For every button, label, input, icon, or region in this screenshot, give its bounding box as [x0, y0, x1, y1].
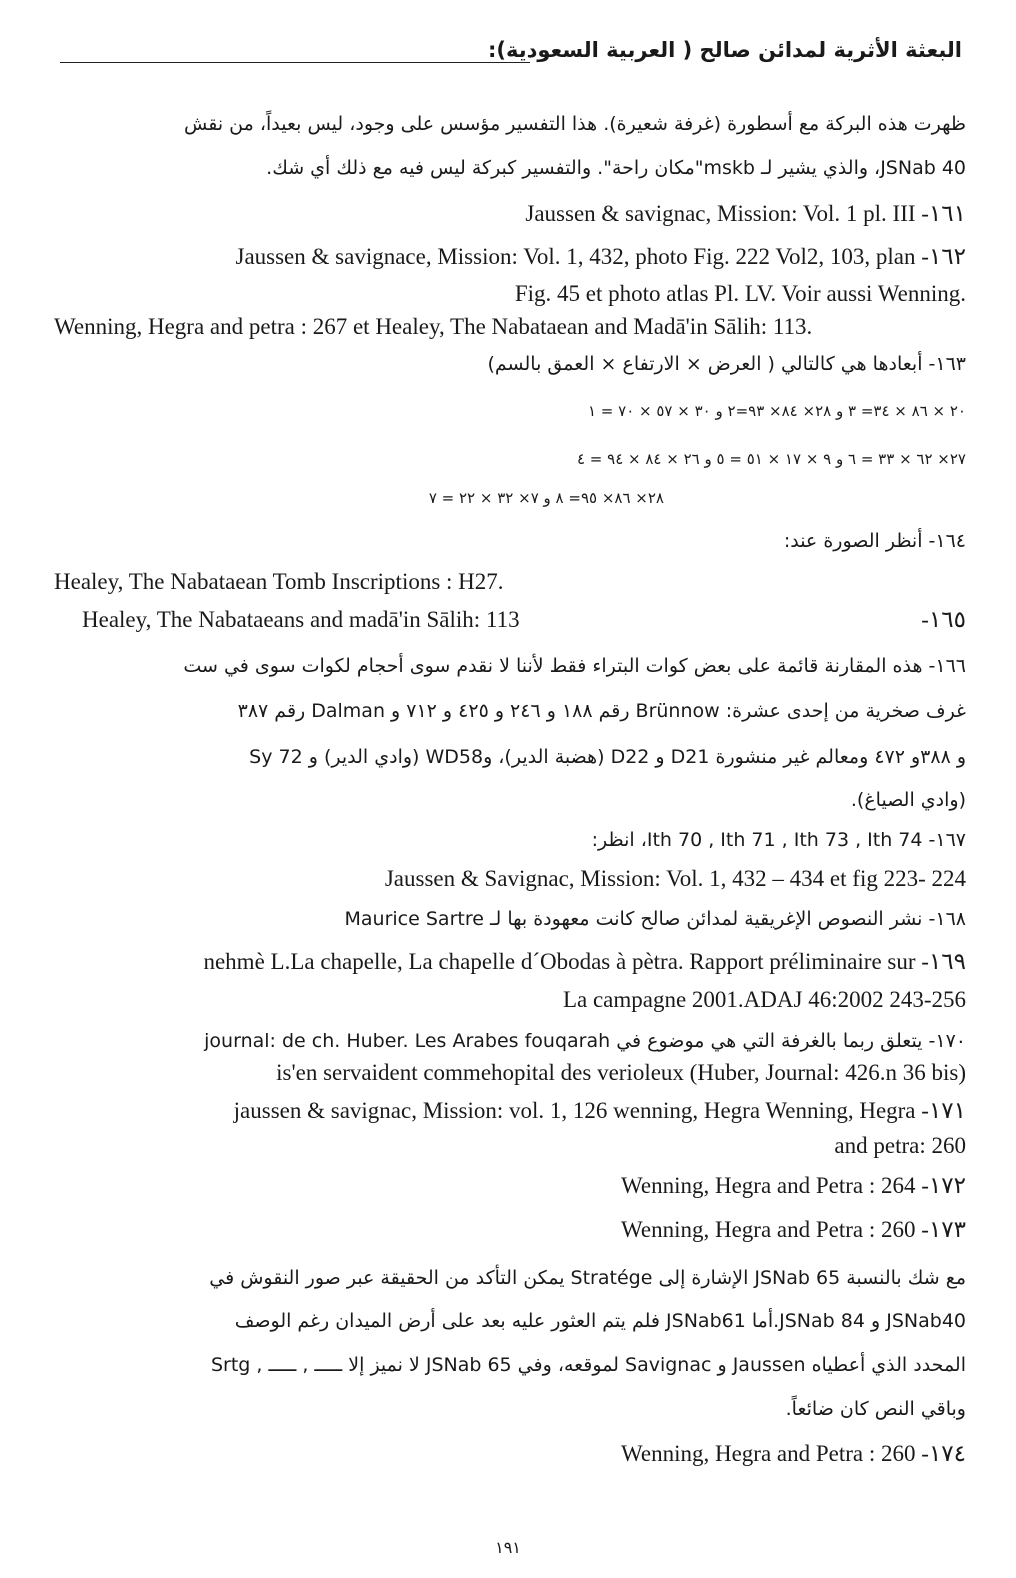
footnote-166-cont-3: (وادي الصياغ). [850, 789, 966, 811]
footnote-166-cont-2: و ٣٨٨و ٤٧٢ ومعالم غير منشورة D21 و D22 (هضبة الدير)، وWD58 (وادي الدير) و 72 Sy [249, 746, 966, 768]
footnote-167: ١٦٧- Ith 70 , Ith 71 , Ith 73 , Ith 74، انظر: [591, 829, 966, 851]
dimensions-row-1: ٢٠ × ٨٦ × ٣٤= ٣ و ٢٨× ٨٤× ٩٣=٢ و ٣٠ × ٥٧ × ٧٠ = ١ [587, 402, 966, 420]
reference-healey-h27: Healey, The Nabataean Tomb Inscriptions : H27. [54, 569, 504, 594]
footnote-173-cont-3: المحدد الذي أعطياه Jaussen و Savignac لموقعه، وفي JSNab 65 لا نميز إلا ـــــ , ـــــ , Srtg [210, 1354, 966, 1376]
footnote-167-cont: Jaussen & Savignac, Mission: Vol. 1, 432 – 434 et fig 223- 224 [384, 866, 966, 891]
footnote-162-cont: Fig. 45 et photo atlas Pl. LV. Voir aussi Wenning. [514, 281, 966, 306]
footnote-161: Jaussen & savignac, Mission: Vol. 1 pl. III -١٦١ [525, 201, 966, 226]
footnote-173-cont: مع شك بالنسبة JSNab 65 الإشارة إلى Stratége يمكن التأكد من الحقيقة عبر صور النقوش في [209, 1267, 966, 1289]
footnote-171-cont: and petra: 260 [834, 1133, 966, 1158]
footnote-line-2: JSNab 40، والذي يشير لـ mskb"مكان راحة". والتفسير كبركة ليس فيه مع ذلك أي شك. [266, 157, 966, 179]
footnote-168: ١٦٨- نشر النصوص الإغريقية لمدائن صالح كانت معهودة بها لـ Maurice Sartre [344, 908, 966, 930]
footnote-173-cont-2: JSNab40 و 84 JSNab.أما JSNab61 فلم يتم العثور عليه بعد على أرض الميدان رغم الوصف [234, 1310, 966, 1332]
footnote-171: jaussen & savignac, Mission: vol. 1, 126 wenning, Hegra Wenning, Hegra -١٧١ [233, 1098, 966, 1123]
footnote-169: nehmè L.La chapelle, La chapelle d´Obodas à pètra. Rapport préliminaire sur -١٦٩ [203, 949, 966, 974]
footnote-162-cont-2: Wenning, Hegra and petra : 267 et Healey, The Nabataean and Madā'in Sālih: 113. [54, 314, 813, 339]
footnote-162: Jaussen & savignace, Mission: Vol. 1, 432, photo Fig. 222 Vol2, 103, plan -١٦٢ [235, 244, 966, 269]
footnote-164: ١٦٤- أنظر الصورة عند: [783, 530, 966, 552]
footnote-173: Wenning, Hegra and Petra : 260 -١٧٣ [621, 1217, 966, 1242]
footnote-173-cont-4: وباقي النص كان ضائعاً. [785, 1398, 966, 1420]
footnote-163: ١٦٣- أبعادها هي كالتالي ( العرض × الارتفاع × العمق بالسم) [487, 353, 966, 375]
page-number: ١٩١ [495, 1538, 521, 1557]
reference-healey-113: Healey, The Nabataeans and madā'in Sālih: 113 [82, 607, 520, 632]
footnote-166: ١٦٦- هذه المقارنة قائمة على بعض كوات البتراء فقط لأننا لا نقدم سوى أحجام لكوات سوى في ست [183, 655, 966, 677]
footnote-166-cont: غرف صخرية من إحدى عشرة: Brünnow رقم ١٨٨ و ٢٤٦ و ٤٢٥ و ٧١٢ و Dalman رقم ٣٨٧ [237, 700, 966, 722]
running-header [60, 36, 970, 76]
footnote-170-cont: is'en servaident commehopital des verioleux (Huber, Journal: 426.n 36 bis) [276, 1060, 966, 1085]
header-title: البعثة الأثرية لمدائن صالح ( العربية السعودية): [487, 38, 962, 62]
header-rule [60, 62, 530, 63]
dimensions-row-2: ٢٧× ٦٢ × ٣٣ = ٦ و ٩ × ١٧ × ٥١ = ٥ و ٢٦ × ٨٤ × ٩٤ = ٤ [576, 450, 966, 468]
footnote-174: Wenning, Hegra and Petra : 260 -١٧٤ [621, 1441, 966, 1466]
dimensions-row-3: ٢٨× ٨٦× ٩٥= ٨ و ٧× ٣٢ × ٢٢ = ٧ [428, 489, 664, 507]
footnote-172: Wenning, Hegra and Petra : 264 -١٧٢ [621, 1173, 966, 1198]
footnote-170: ١٧٠- يتعلق ربما بالغرفة التي هي موضوع في journal: de ch. Huber. Les Arabes fouqarah [204, 1030, 966, 1052]
footnote-165-number: -١٦٥ [921, 607, 966, 632]
footnote-line-1: ظهرت هذه البركة مع أسطورة (غرفة شعيرة). هذا التفسير مؤسس على وجود، ليس بعيداً، من نقش [184, 113, 966, 135]
footnote-169-cont: La campagne 2001.ADAJ 46:2002 243-256 [562, 987, 966, 1012]
